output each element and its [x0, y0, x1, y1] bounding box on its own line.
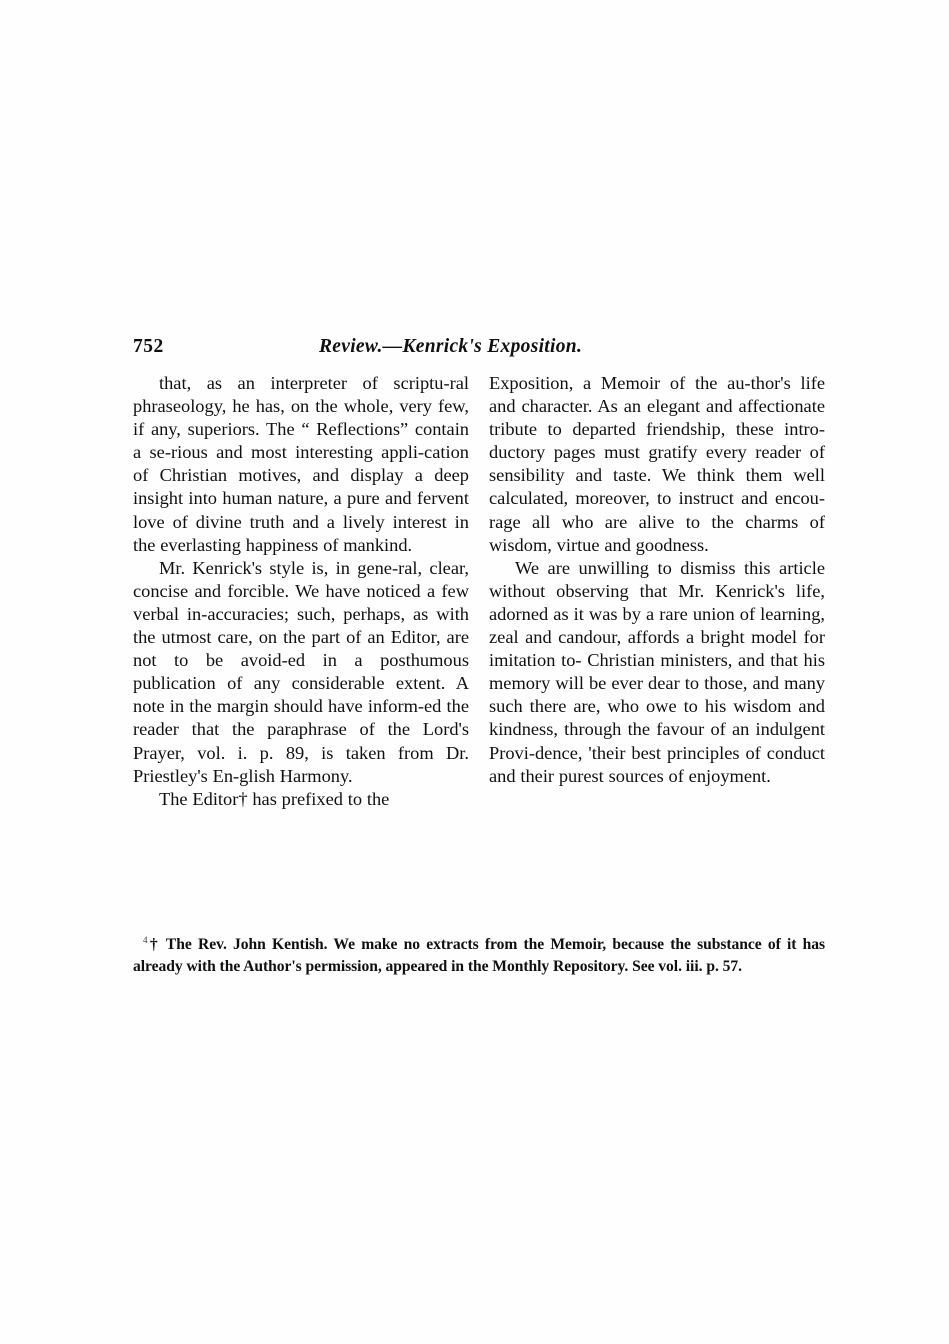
paragraph-continuation: Exposition, a Memoir of the au-thor's life and character. As an elegant and affectionate tribute to departed friendship, these intro-ductory pages must gratify every reader of sensibility and taste. We think them well calculated, moreover, to instruct and encou-rage all who are alive to the charms of wisdom, virtue and goodness.: [489, 373, 825, 555]
footnote-dagger-marker: †: [147, 936, 160, 954]
paragraph: that, as an interpreter of scriptu-ral phraseology, he has, on the whole, very few, if any, superiors. The “ Reflections” contain a se-rious and most interesting appli-cation of Christian motives, and display a deep insight into human nature, a pure and fervent love of divine truth and a lively interest in the everlasting happiness of mankind.: [133, 373, 469, 555]
paragraph: Mr. Kenrick's style is, in gene-ral, clear, concise and forcible. We have noticed a few verbal in-accuracies; such, perhaps, as with the utmost care, on the part of an Editor, are not to be avoid-ed in a posthumous publication of any considerable extent. A note in the margin should have inform-ed the reader that the paraphrase of the Lord's Prayer, vol. i. p. 89, is taken from Dr. Priestley's En-glish Harmony.: [133, 557, 469, 786]
running-head-title: Review.—Kenrick's Exposition.: [319, 336, 583, 357]
footnote-body: The Rev. John Kentish. We make no extracts from the Memoir, because the substance of it has already with the Author's permission, appeared in the Monthly Repository. See vol. iii. p. 57.: [133, 936, 826, 975]
right-column: [489, 372, 825, 811]
left-column: [133, 372, 469, 811]
paragraph-continued-to-right-column: The Editor† has prefixed to the: [159, 788, 390, 809]
two-column-text-body: [133, 372, 825, 811]
running-head: [133, 336, 823, 362]
footnote-text: [133, 930, 825, 977]
paragraph: We are unwilling to dismiss this article without observing that Mr. Kenrick's life, adorned as it was by a rare union of learning, zeal and candour, affords a bright model for imitation to- Christian ministers, and that his memory will be ever dear to those, and many such there are, who owe to his wisdom and kindness, through the favour of an indulgent Provi-dence, 'their best principles of conduct and their purest sources of enjoyment.: [489, 557, 825, 786]
page-folio-number: 752: [133, 336, 164, 357]
footnote-block: [133, 930, 825, 977]
footnote-superscript-artifact: 4: [143, 935, 148, 945]
